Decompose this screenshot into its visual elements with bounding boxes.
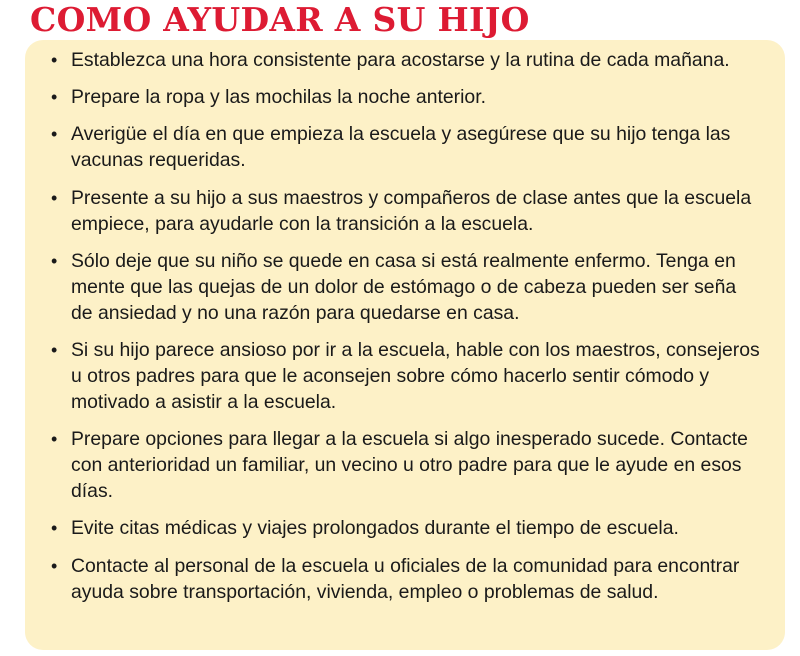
bullet-icon: • [51, 429, 58, 450]
tip-text: Prepare la ropa y las mochilas la noche anterior. [71, 86, 486, 109]
list-item [51, 47, 761, 73]
list-item [51, 426, 761, 504]
tip-text: Si su hijo parece ansioso por ir a la escuela, hable con los maestros, consejeros u otros padres para que le aconsejen sobre cómo hacerlo sentir cómodo y motivado a asistir a la escuela. [71, 338, 760, 413]
list-item [51, 84, 761, 110]
cropped-heading-fragment [250, 650, 580, 656]
list-item [51, 185, 761, 237]
list-item [51, 337, 761, 415]
tip-text: Presente a su hijo a sus maestros y compañeros de clase antes que la escuela empiece, para ayudarle con la transición a la escuela. [71, 186, 752, 235]
bullet-icon: • [51, 187, 58, 208]
bullet-icon: • [51, 124, 58, 145]
list-item [51, 553, 761, 605]
tip-text: Evite citas médicas y viajes prolongados durante el tiempo de escuela. [71, 517, 679, 540]
bullet-icon: • [51, 555, 58, 576]
list-item [51, 515, 761, 541]
tip-text: Contacte al personal de la escuela u oficiales de la comunidad para encontrar ayuda sobre transportación, vivienda, empleo o problemas de salud. [71, 554, 740, 603]
tip-text: Prepare opciones para llegar a la escuela si algo inesperado sucede. Contacte con anterioridad un familiar, un vecino u otro padre para que le ayude en esos días. [71, 428, 748, 503]
bullet-icon: • [51, 339, 58, 360]
bullet-icon: • [51, 250, 58, 271]
list-item [51, 121, 761, 173]
bullet-icon: • [51, 518, 58, 539]
tip-text: Establezca una hora consistente para acostarse y la rutina de cada mañana. [71, 49, 730, 71]
tips-list [51, 47, 761, 605]
bullet-icon: • [51, 50, 58, 70]
list-item [51, 248, 761, 326]
bullet-icon: • [51, 87, 58, 108]
tips-box [25, 40, 785, 650]
tip-text: Sólo deje que su niño se quede en casa si está realmente enfermo. Tenga en mente que las quejas de un dolor de estómago o de cabeza pueden ser seña de ansiedad y no una razón para quedarse en casa. [71, 249, 737, 324]
page-title: COMO AYUDAR A SU HIJO [30, 0, 530, 39]
tip-text: Averigüe el día en que empieza la escuela y asegúrese que su hijo tenga las vacunas requeridas. [71, 123, 731, 172]
